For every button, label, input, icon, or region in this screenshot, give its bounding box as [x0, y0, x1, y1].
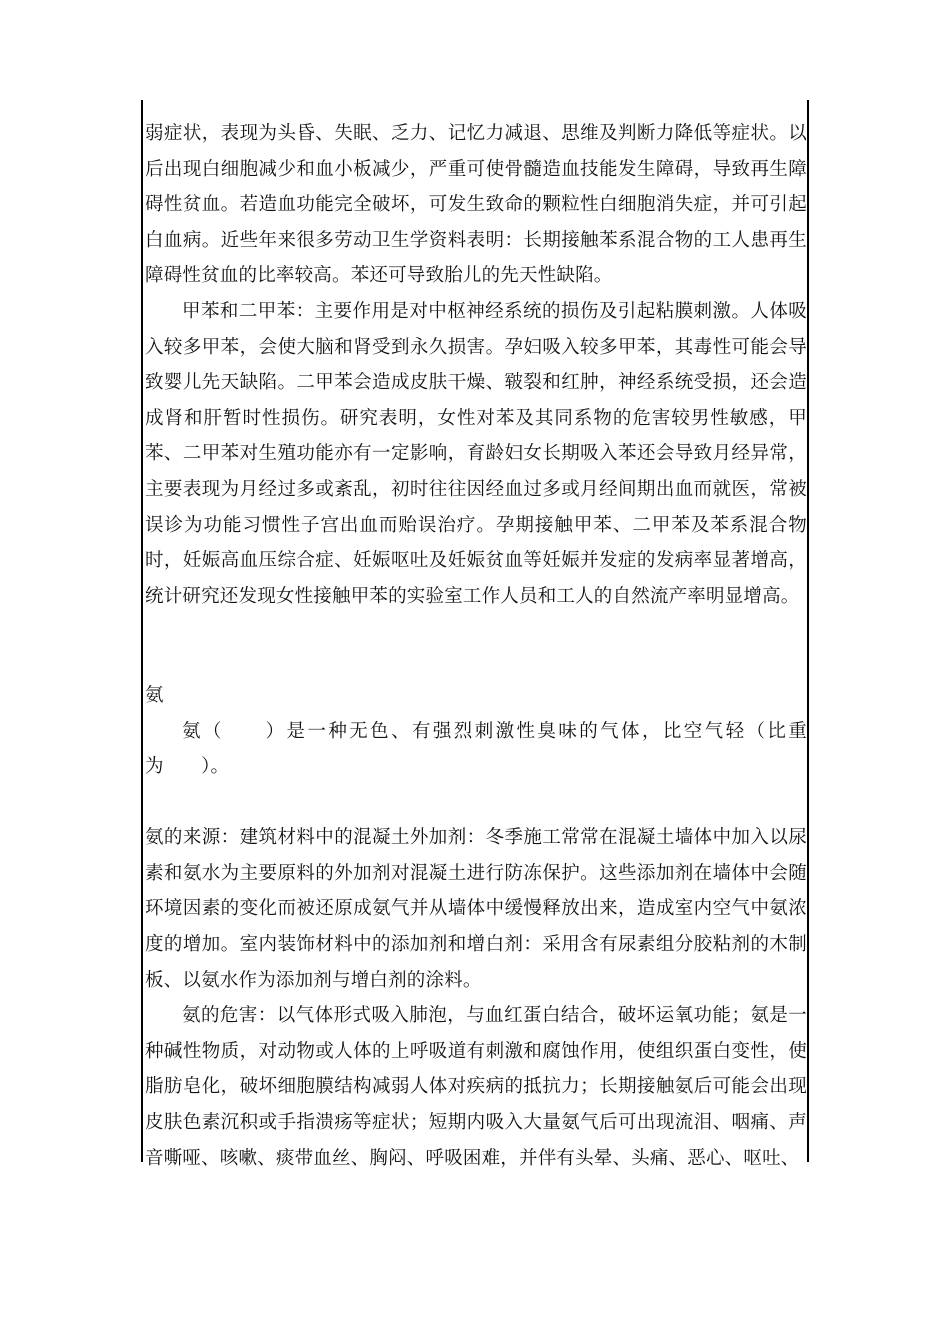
document-table-cell [141, 100, 809, 1169]
ammonia-source-paragraph: 氨的来源：建筑材料中的混凝土外加剂：冬季施工常常在混凝土墙体中加入以尿素和氨水为主要原料的外加剂对混凝土进行防冻保护。这些添加剂在墙体中会随环境因素的变化而被还原成氨气并从墙体中缓慢释放出来，造成室内空气中氨浓度的增加。室内装饰材料中的添加剂和增白剂：采用含有尿素组分胶粘剂的木制板、以氨水作为添加剂与增白剂的涂料。 [145, 827, 807, 991]
ammonia-hazard-paragraph: 氨的危害：以气体形式吸入肺泡，与血红蛋白结合，破坏运氧功能；氨是一种碱性物质，对动物或人体的上呼吸道有刺激和腐蚀作用，使组织蛋白变性，使脂肪皂化，破坏细胞膜结构减弱人体对疾病的抵抗力；长期接触氨后可能会出现皮肤色素沉积或手指溃疡等症状；短期内吸入大量氨气后可出现流泪、咽痛、声音嘶哑、咳嗽、痰带血丝、胸闷、呼吸困难，并伴有头晕、头痛、恶心、呕吐、 [145, 1005, 807, 1169]
ammonia-heading: 氨 [145, 684, 164, 706]
toluene-xylene-paragraph: 甲苯和二甲苯：主要作用是对中枢神经系统的损伤及引起粘膜刺激。人体吸入较多甲苯，会使大脑和肾受到永久损害。孕妇吸入较多甲苯，其毒性可能会导致婴儿先天缺陷。二甲苯会造成皮肤干燥、皲裂和红肿，神经系统受损，还会造成肾和肝暂时性损伤。研究表明，女性对苯及其同系物的危害较男性敏感，甲苯、二甲苯对生殖功能亦有一定影响，育龄妇女长期吸入苯还会导致月经异常，主要表现为月经过多或紊乱，初时往往因经血过多或月经间期出血而就医，常被误诊为功能习惯性子宫出血而贻误治疗。孕期接触甲苯、二甲苯及苯系混合物时，妊娠高血压综合症、妊娠呕吐及妊娠贫血等妊娠并发症的发病率显著增高，统计研究还发现女性接触甲苯的实验室工作人员和工人的自然流产率明显增高。 [145, 300, 807, 607]
document-body [145, 116, 807, 1176]
spacer [145, 650, 807, 678]
spacer [145, 614, 807, 650]
benzene-paragraph-continued: 弱症状，表现为头昏、失眠、乏力、记忆力减退、思维及判断力降低等症状。以后出现白细胞减少和血小板减少，严重可使骨髓造血技能发生障碍，导致再生障碍性贫血。若造血功能完全破坏，可发生致命的颗粒性白细胞消失症，并可引起白血病。近些年来很多劳动卫生学资料表明：长期接触苯系混合物的工人患再生障碍性贫血的比率较高。苯还可导致胎儿的先天性缺陷。 [145, 123, 807, 287]
ammonia-intro-paragraph: 氨（ ）是一种无色、有强烈刺激性臭味的气体，比空气轻（比重为 ）。 [145, 720, 807, 778]
spacer [145, 785, 807, 821]
